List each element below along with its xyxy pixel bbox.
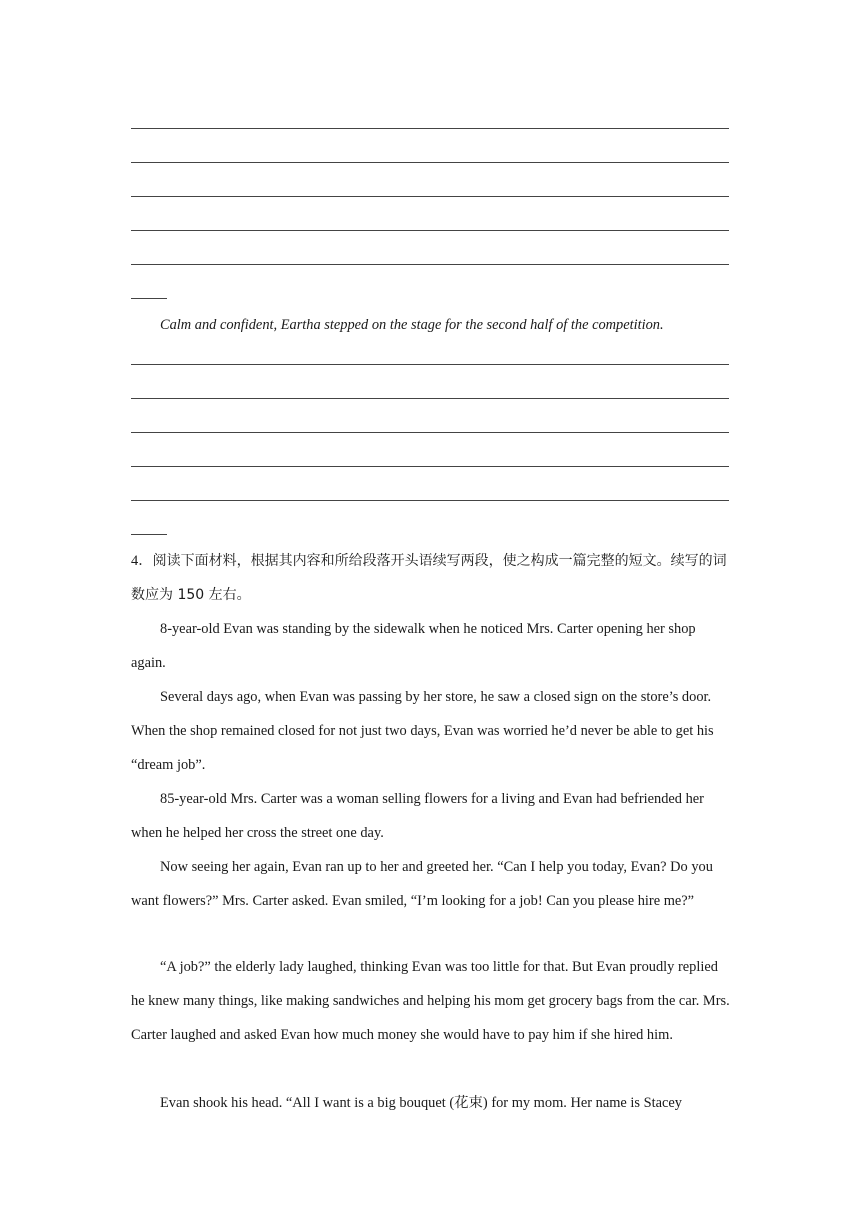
passage-paragraph-2: Several days ago, when Evan was passing by her store, he saw a closed sign on the store’s door. When the shop remained closed for not just two days, Evan was worried he’d never be able to get his “dream job”. [131, 689, 714, 773]
answer-line[interactable] [131, 128, 729, 129]
answer-line[interactable] [131, 466, 729, 467]
answer-line-end[interactable] [131, 298, 167, 299]
answer-line-end[interactable] [131, 534, 167, 535]
answer-line[interactable] [131, 230, 729, 231]
answer-line[interactable] [131, 364, 729, 365]
answer-line[interactable] [131, 196, 729, 197]
passage-paragraph-6: Evan shook his head. “All I want is a big bouquet (花束) for my mom. Her name is Stacey [160, 1095, 682, 1111]
answer-line[interactable] [131, 398, 729, 399]
passage-paragraph-1: 8-year-old Evan was standing by the sidewalk when he noticed Mrs. Carter opening her shop again. [131, 621, 696, 671]
passage-paragraph-4: Now seeing her again, Evan ran up to her and greeted her. “Can I help you today, Evan? Do you want flowers?” Mrs. Carter asked. Evan smiled, “I’m looking for a job! Can you please hire me?” [131, 859, 713, 909]
instruction-text: 阅读下面材料，根据其内容和所给段落开头语续写两段，使之构成一篇完整的短文。续写的词数应为 150 左右。 [131, 553, 727, 603]
question-instruction [131, 544, 731, 612]
prompt-sentence: Calm and confident, Eartha stepped on the stage for the second half of the competition. [160, 317, 664, 333]
answer-line[interactable] [131, 500, 729, 501]
question-number: 4． [131, 553, 153, 569]
answer-line[interactable] [131, 162, 729, 163]
passage-paragraph-3: 85-year-old Mrs. Carter was a woman selling flowers for a living and Evan had befriended her when he helped her cross the street one day. [131, 791, 704, 841]
answer-line[interactable] [131, 264, 729, 265]
passage-paragraph-5: “A job?” the elderly lady laughed, thinking Evan was too little for that. But Evan proudly replied he knew many things, like making sandwiches and helping his mom get grocery bags from the car. Mrs. Carter laughed and asked Evan how much money she would have to pay him if she hired him. [131, 959, 730, 1043]
answer-line[interactable] [131, 432, 729, 433]
